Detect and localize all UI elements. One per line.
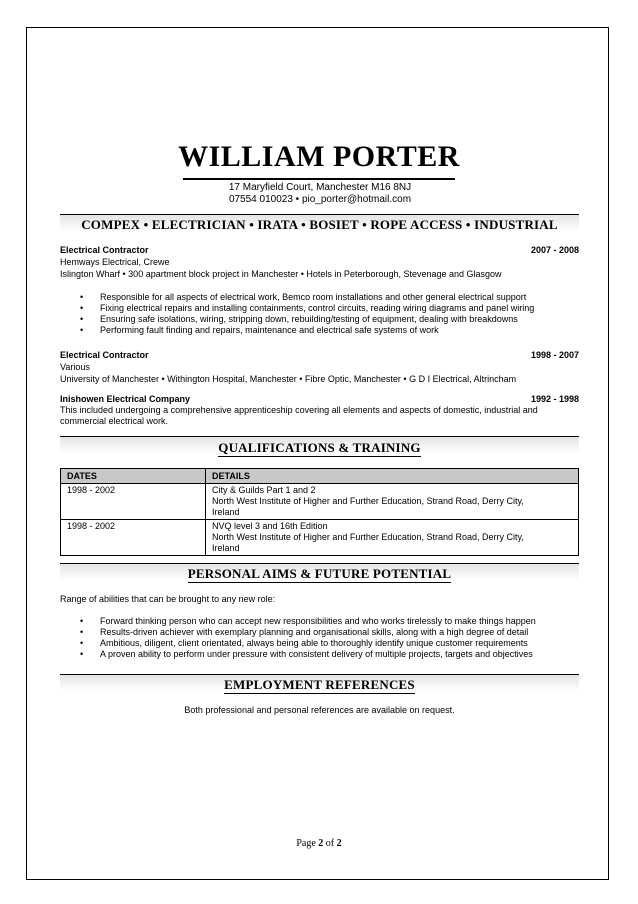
row-1-dates: 1998 - 2002: [61, 484, 206, 520]
row-1-institute: North West Institute of Higher and Further Education, Strand Road, Derry City,: [212, 496, 524, 506]
list-item: • Responsible for all aspects of electrical work, Bemco room installations and other general electrical support: [60, 292, 579, 303]
row-1-country: Ireland: [212, 507, 240, 517]
dates-column-header: DATES: [61, 469, 206, 484]
page-total: 2: [336, 838, 342, 849]
aims-bullets: [60, 616, 579, 660]
candidate-name: WILLIAM PORTER: [178, 140, 460, 173]
qualifications-heading: [60, 440, 579, 456]
job-1-dates: 2007 - 2008: [530, 245, 579, 255]
job-3-header: [60, 394, 579, 405]
tagline-banner: COMPEX • ELECTRICIAN • IRATA • BOSIET • ROPE ACCESS • INDUSTRIAL: [81, 217, 558, 232]
job-3-details: This included undergoing a comprehensive apprenticeship covering all elements and aspects of domestic, industrial and commercial electrical work.: [60, 405, 538, 426]
list-item: • Results-driven achiever with exemplary planning and organisational skills, along with a high degree of detail: [60, 627, 579, 638]
list-item: • Ensuring safe isolations, wiring, stripping down, rebuilding/testing of equipment, dealing with breakdowns: [60, 314, 579, 325]
job-2-header: [60, 350, 579, 361]
job-1-bullets: [60, 292, 579, 336]
name-underline: [183, 178, 455, 180]
row-1-course: City & Guilds Part 1 and 2: [212, 485, 316, 495]
job-1-header: [60, 245, 579, 256]
references-heading: [60, 677, 579, 693]
page-footer: [0, 838, 638, 850]
page-label: Page: [296, 838, 316, 849]
references-heading-text: EMPLOYMENT REFERENCES: [224, 677, 415, 692]
aims-heading-text: PERSONAL AIMS & FUTURE POTENTIAL: [187, 566, 452, 581]
list-item: • Forward thinking person who can accept new responsibilities and who works tirelessly to make things happen: [60, 616, 579, 627]
list-item: • Fixing electrical repairs and installing containments, control circuits, reading wiring diagrams and panel wiring: [60, 303, 579, 314]
table-row: [61, 484, 579, 520]
row-2-course: NVQ level 3 and 16th Edition: [212, 521, 328, 531]
address: 17 Maryfield Court, Manchester M16 8NJ: [228, 182, 412, 193]
contact-info: 07554 010023 • pio_porter@hotmail.com: [228, 194, 412, 205]
table-row: [61, 520, 579, 556]
job-1-title: Electrical Contractor: [60, 245, 149, 255]
page-number: 2: [318, 838, 324, 849]
row-2-dates: 1998 - 2002: [61, 520, 206, 556]
aims-intro: Range of abilities that can be brought to any new role:: [60, 594, 276, 604]
job-2-details: University of Manchester • Withington Hospital, Manchester • Fibre Optic, Manchester • G D I Electrical, Altrincham: [60, 374, 517, 384]
list-item: • Performing fault finding and repairs, maintenance and electrical safe systems of work: [60, 325, 579, 336]
row-2-institute: North West Institute of Higher and Further Education, Strand Road, Derry City,: [212, 532, 524, 542]
list-item: • Ambitious, diligent, client orientated, always being able to thoroughly identify unique customer requirements: [60, 638, 579, 649]
row-2-country: Ireland: [212, 543, 240, 553]
table-header-row: [61, 469, 579, 484]
row-1-details: [206, 484, 579, 520]
job-3-dates: 1992 - 1998: [530, 394, 579, 404]
job-2-dates: 1998 - 2007: [530, 350, 579, 360]
job-1-details: Islington Wharf • 300 apartment block project in Manchester • Hotels in Peterborough, Stevenage and Glasgow: [60, 269, 502, 279]
qualifications-table: [60, 468, 579, 556]
details-column-header: DETAILS: [206, 469, 579, 484]
job-2-company: Various: [60, 362, 90, 372]
references-text: Both professional and personal references are available on request.: [184, 705, 455, 715]
of-label: of: [325, 838, 335, 849]
row-2-details: [206, 520, 579, 556]
list-item: • A proven ability to perform under pressure with consistent delivery of multiple projects, targets and objectives: [60, 649, 579, 660]
aims-heading: [60, 566, 579, 582]
qualifications-heading-text: QUALIFICATIONS & TRAINING: [218, 440, 421, 455]
job-3-title: Inishowen Electrical Company: [60, 394, 191, 404]
job-2-title: Electrical Contractor: [60, 350, 149, 360]
job-1-company: Hemways Electrical, Crewe: [60, 257, 170, 267]
